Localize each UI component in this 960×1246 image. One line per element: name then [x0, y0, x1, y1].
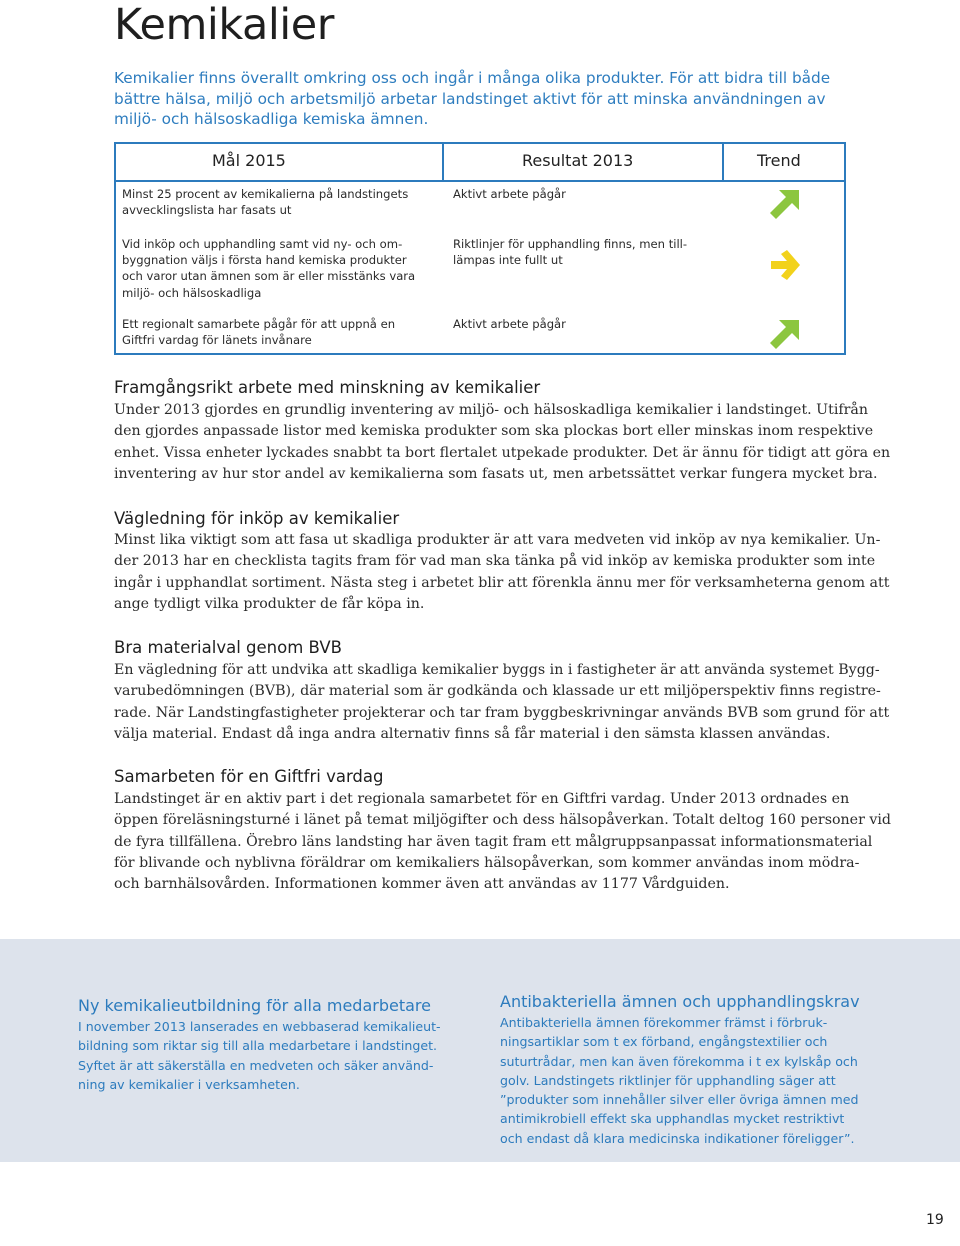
- header-trend: Trend: [757, 151, 801, 170]
- goal-row-2: [122, 236, 415, 301]
- goal-line: avvecklingslista har fasats ut: [122, 203, 292, 218]
- body-line: Minst lika viktigt som att fasa ut skadliga produkter är att vara medveten vid inköp av nya kemikalier. Un-: [114, 532, 881, 548]
- section-heading: Bra materialval genom BVB: [114, 638, 342, 657]
- goal-line: Ett regionalt samarbete pågår för att uppnå en: [122, 317, 396, 331]
- table-divider: [442, 144, 444, 180]
- body-line: rade. När Landstingfastigheter projekterar och tar fram byggbeskrivningar används BVB som grund för att: [114, 704, 890, 721]
- result-line: lämpas inte fullt ut: [453, 253, 563, 268]
- result-row-1: [453, 186, 566, 202]
- body-line: varubedömningen (BVB), där material som är godkända och klassade ur ett miljöperspektiv finns registre-: [114, 683, 881, 700]
- body-line: den gjordes anpassade listor med kemiska produkter som ska plockas bort eller minskas inom respektive: [114, 423, 874, 440]
- page-number: 19: [926, 1212, 944, 1228]
- body-line: Under 2013 gjordes en grundlig inventering av miljö- och hälsoskadliga kemikalier i landstinget. Utifrån: [114, 402, 868, 418]
- info-line: ning av kemikalier i verksamheten.: [78, 1076, 300, 1092]
- section-heading: Framgångsrikt arbete med minskning av kemikalier: [114, 378, 541, 397]
- info-line: bildning som riktar sig till alla medarbetare i landstinget.: [78, 1038, 438, 1054]
- body-line: enhet. Vissa enheter lyckades snabbt ta bort flertalet utpekade produkter. Det är ännu för tidigt att göra en: [114, 444, 891, 461]
- body-line: inventering av hur stor andel av kemikalierna som fasats ut, men arbetssättet verkar fungera mycket bra.: [114, 465, 878, 482]
- result-row-3: [453, 316, 566, 332]
- info-line: och endast då klara medicinska indikationer föreligger”.: [500, 1130, 855, 1146]
- body-line: ingår i upphandlat sortiment. Nästa steg i arbetet blir att förenkla ännu mer för verksamheterna genom att: [114, 574, 890, 591]
- info-box: [0, 939, 960, 1162]
- arrow-right-icon: [769, 248, 803, 282]
- header-goal: Mål 2015: [212, 151, 286, 170]
- result-line: Riktlinjer för upphandling finns, men till-: [453, 237, 688, 251]
- info-left-body: [78, 1017, 441, 1094]
- arrow-up-right-icon: [767, 318, 801, 352]
- section-body: [114, 789, 892, 895]
- body-line: der 2013 har en checklista tagits fram för vad man ska tänka på vid inköp av kemiska produkter som inte: [114, 553, 876, 570]
- body-line: för blivande och nyblivna föräldrar om kemikaliers hälsopåverkan, som kommer användas inom mödra-: [114, 854, 860, 871]
- section-body: [114, 660, 890, 745]
- info-line: I november 2013 lanserades en webbaserad kemikalieut-: [78, 1019, 441, 1034]
- result-line: Aktivt arbete pågår: [453, 317, 566, 331]
- result-row-2: [453, 236, 687, 268]
- info-line: ningsartiklar som t ex förband, engångstextilier och: [500, 1034, 828, 1050]
- section-body: [114, 400, 891, 485]
- goals-table-header: [116, 144, 844, 182]
- goal-line: Minst 25 procent av kemikalierna på landstingets: [122, 187, 409, 201]
- body-line: ange tydligt vilka produkter de får köpa in.: [114, 595, 425, 612]
- body-line: Landstinget är en aktiv part i det regionala samarbetet för en Giftfri vardag. Under 2013 ordnades en: [114, 791, 850, 807]
- info-right-body: [500, 1013, 859, 1148]
- header-result: Resultat 2013: [522, 151, 634, 170]
- section-heading: Vägledning för inköp av kemikalier: [114, 509, 400, 528]
- info-line: Syftet är att säkerställa en medveten och säker använd-: [78, 1057, 434, 1073]
- goal-row-3: [122, 316, 395, 348]
- info-line: ”produkter som innehåller silver eller övriga ämnen med: [500, 1092, 859, 1108]
- info-line: golv. Landstingets riktlinjer för upphandling säger att: [500, 1072, 836, 1088]
- section-body: [114, 530, 890, 615]
- body-line: En vägledning för att undvika att skadliga kemikalier byggs in i fastigheter är att använda systemet Bygg-: [114, 662, 880, 678]
- body-line: och barnhälsovården. Informationen kommer även att användas av 1177 Vårdguiden.: [114, 876, 730, 893]
- body-line: de fyra tillfällena. Örebro läns landsting har även tagit fram ett målgruppsanpassat informationsmaterial: [114, 833, 873, 850]
- body-line: öppen föreläsningsturné i länet på temat miljögifter och dess hälsopåverkan. Totalt deltog 160 personer vid: [114, 812, 892, 829]
- goal-line: byggnation väljs i första hand kemiska produkter: [122, 253, 407, 268]
- goal-line: och varor utan ämnen som är eller misstänks vara: [122, 269, 416, 284]
- goal-line: Vid inköp och upphandling samt vid ny- och om-: [122, 237, 403, 251]
- info-left-heading: Ny kemikalieutbildning för alla medarbetare: [78, 996, 431, 1015]
- info-line: antimikrobiell effekt ska upphandlas mycket restriktivt: [500, 1111, 845, 1127]
- goal-row-1: [122, 186, 408, 218]
- goal-line: Giftfri vardag för länets invånare: [122, 333, 312, 348]
- body-line: välja material. Endast då inga andra alternativ finns så får material i den sämsta klassen användas.: [114, 725, 831, 742]
- info-right-heading: Antibakteriella ämnen och upphandlingskrav: [500, 992, 860, 1011]
- table-divider: [722, 144, 724, 180]
- arrow-up-right-icon: [767, 188, 801, 222]
- goals-table: [114, 142, 846, 355]
- intro-paragraph: Kemikalier finns överallt omkring oss och ingår i många olika produkter. För att bidra till både bättre hälsa, miljö och arbetsmiljö arbetar landstinget aktivt för att minska användningen av miljö- och hälsoskadliga kemiska ämnen.: [114, 69, 831, 128]
- page-title: Kemikalier: [114, 0, 334, 50]
- result-line: Aktivt arbete pågår: [453, 187, 566, 201]
- info-line: suturtrådar, men kan även förekomma i t ex kylskåp och: [500, 1053, 858, 1069]
- info-line: Antibakteriella ämnen förekommer främst i förbruk-: [500, 1015, 828, 1030]
- goal-line: miljö- och hälsoskadliga: [122, 285, 262, 300]
- section-heading: Samarbeten för en Giftfri vardag: [114, 767, 384, 786]
